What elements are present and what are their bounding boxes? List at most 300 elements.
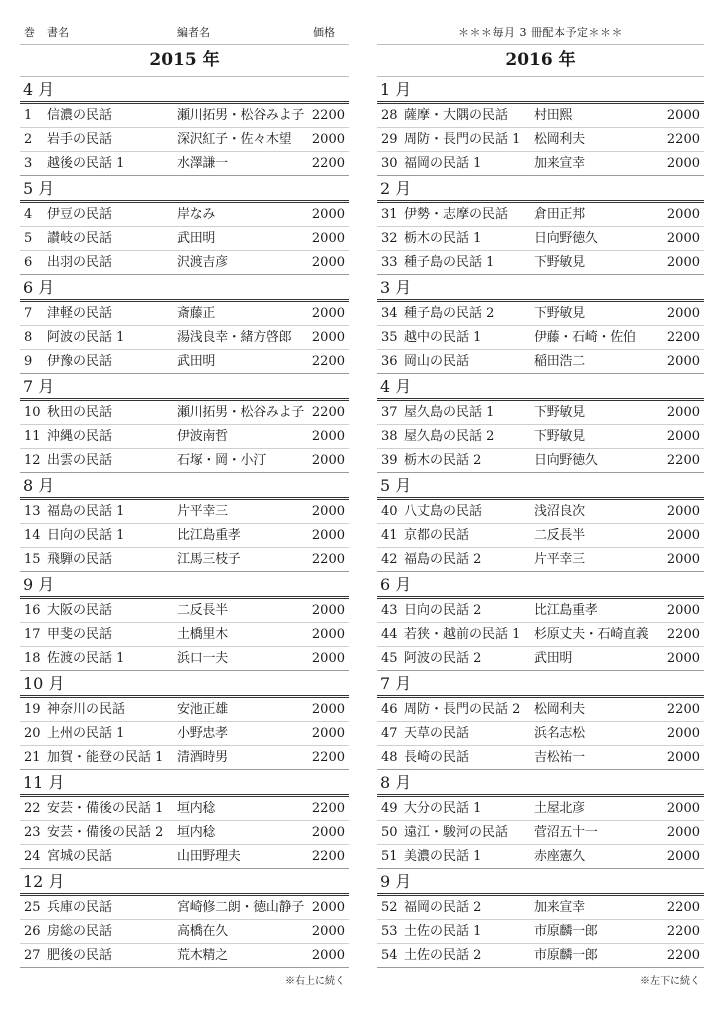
editor-name: 比江島重孝 (534, 603, 598, 618)
volume-number: 17 (24, 627, 41, 642)
editor-name: 片平幸三 (177, 504, 228, 519)
volume-number: 29 (381, 132, 398, 147)
table-row (20, 128, 349, 152)
volume-number: 16 (24, 603, 41, 618)
book-title: 讃岐の民話 (47, 231, 113, 246)
volume-number: 33 (381, 255, 398, 270)
editor-name: 日向野徳久 (534, 453, 598, 468)
book-title: 出雲の民話 (47, 453, 113, 468)
price-value: 2000 (311, 627, 345, 642)
month-heading: 6 月 (20, 275, 349, 302)
volume-number: 46 (381, 702, 398, 717)
editor-name: 加来宣幸 (534, 156, 585, 171)
table-row (20, 401, 349, 425)
editor-name: 沢渡吉彦 (177, 255, 228, 270)
month-section (377, 374, 704, 473)
editor-name: 石塚・岡・小汀 (177, 453, 266, 468)
book-title: 阿波の民話 2 (404, 651, 482, 666)
table-row (377, 302, 704, 326)
book-title: 種子島の民話 1 (404, 255, 495, 270)
volume-number: 1 (24, 108, 33, 123)
price-value: 2200 (666, 924, 700, 939)
editor-name: 杉原丈夫・石崎直義 (534, 627, 649, 642)
volume-number: 36 (381, 354, 398, 369)
book-title: 肥後の民話 (47, 948, 113, 963)
price-value: 2000 (311, 603, 345, 618)
editor-name: 比江島重孝 (177, 528, 241, 543)
volume-number: 40 (381, 504, 398, 519)
price-value: 2200 (311, 552, 345, 567)
price-value: 2000 (666, 849, 700, 864)
table-row (20, 152, 349, 176)
volume-number: 22 (24, 801, 41, 816)
book-title: 越後の民話 1 (47, 156, 125, 171)
volume-number: 3 (24, 156, 33, 171)
price-value: 2000 (311, 429, 345, 444)
table-row (377, 845, 704, 869)
table-row (20, 647, 349, 671)
month-heading: 4 月 (377, 374, 704, 401)
editor-name: 松岡利夫 (534, 132, 585, 147)
volume-number: 9 (24, 354, 33, 369)
price-value: 2000 (666, 354, 700, 369)
price-value: 2000 (311, 651, 345, 666)
book-title: 越中の民話 1 (404, 330, 482, 345)
price-value: 2000 (311, 504, 345, 519)
price-value: 2000 (311, 453, 345, 468)
volume-number: 27 (24, 948, 41, 963)
price-value: 2200 (666, 627, 700, 642)
volume-number: 14 (24, 528, 41, 543)
volume-number: 26 (24, 924, 41, 939)
price-value: 2000 (666, 156, 700, 171)
editor-name: 武田明 (177, 231, 216, 246)
header-vol: 巻 (24, 26, 35, 39)
price-value: 2000 (311, 132, 345, 147)
editor-name: 高橋在久 (177, 924, 228, 939)
schedule-note: ＊＊＊毎月 3 冊配本予定＊＊＊ (458, 26, 623, 39)
editor-name: 土屋北彦 (534, 801, 585, 816)
footnote-continued: ※左下に続く (640, 976, 700, 987)
book-title: 加賀・能登の民話 1 (47, 750, 164, 765)
volume-number: 6 (24, 255, 33, 270)
table-row (377, 722, 704, 746)
editor-name: 浜名志松 (534, 726, 585, 741)
price-value: 2000 (311, 255, 345, 270)
book-title: 日向の民話 1 (47, 528, 125, 543)
price-value: 2200 (311, 354, 345, 369)
table-row (377, 326, 704, 350)
table-row (20, 623, 349, 647)
book-title: 上州の民話 1 (47, 726, 125, 741)
book-title: 伊勢・志摩の民話 (404, 207, 509, 222)
book-title: 岩手の民話 (47, 132, 113, 147)
table-row (377, 920, 704, 944)
table-row (20, 920, 349, 944)
table-row (377, 647, 704, 671)
book-title: 若狭・越前の民話 1 (404, 627, 521, 642)
book-title: 屋久島の民話 1 (404, 405, 495, 420)
book-title: 日向の民話 2 (404, 603, 482, 618)
volume-number: 20 (24, 726, 41, 741)
editor-name: 安池正雄 (177, 702, 228, 717)
month-list-2015 (20, 77, 349, 968)
book-title: 福島の民話 1 (47, 504, 125, 519)
editor-name: 岸なみ (177, 207, 216, 222)
table-row (377, 896, 704, 920)
editor-name: 湯浅良幸・緒方啓郎 (177, 330, 292, 345)
footnote-continued: ※右上に続く (285, 976, 345, 987)
table-header (20, 22, 349, 44)
book-title: 佐渡の民話 1 (47, 651, 125, 666)
price-value: 2000 (311, 528, 345, 543)
month-list-2016 (377, 77, 704, 968)
table-row (377, 203, 704, 227)
volume-number: 45 (381, 651, 398, 666)
month-section (20, 374, 349, 473)
table-row (377, 251, 704, 275)
book-title: 沖縄の民話 (47, 429, 113, 444)
column-2015 (20, 22, 349, 987)
table-row (377, 821, 704, 845)
editor-name: 宮崎修二朗・徳山静子 (177, 900, 305, 915)
table-row (20, 797, 349, 821)
price-value: 2000 (311, 900, 345, 915)
table-row (377, 698, 704, 722)
table-row (377, 401, 704, 425)
table-row (377, 944, 704, 968)
month-heading: 9 月 (377, 869, 704, 896)
month-heading: 10 月 (20, 671, 349, 698)
month-section (377, 572, 704, 671)
month-section (20, 176, 349, 275)
editor-name: 伊波南哲 (177, 429, 228, 444)
editor-name: 武田明 (177, 354, 216, 369)
price-value: 2000 (666, 726, 700, 741)
table-row (20, 944, 349, 968)
price-value: 2000 (311, 330, 345, 345)
month-heading: 6 月 (377, 572, 704, 599)
price-value: 2000 (311, 702, 345, 717)
price-value: 2000 (666, 405, 700, 420)
editor-name: 武田明 (534, 651, 573, 666)
price-value: 2000 (666, 429, 700, 444)
table-row (20, 104, 349, 128)
table-row (377, 524, 704, 548)
month-section (20, 869, 349, 968)
month-section (377, 77, 704, 176)
editor-name: 下野敏見 (534, 405, 585, 420)
editor-name: 市原麟一郎 (534, 924, 598, 939)
month-heading: 7 月 (20, 374, 349, 401)
month-heading: 12 月 (20, 869, 349, 896)
price-value: 2200 (311, 801, 345, 816)
price-value: 2000 (311, 825, 345, 840)
month-heading: 8 月 (377, 770, 704, 797)
book-title: 京都の民話 (404, 528, 470, 543)
price-value: 2000 (311, 231, 345, 246)
table-row (20, 350, 349, 374)
book-title: 屋久島の民話 2 (404, 429, 495, 444)
price-value: 2200 (311, 849, 345, 864)
price-value: 2000 (666, 528, 700, 543)
table-row (20, 698, 349, 722)
editor-name: 垣内稔 (177, 801, 216, 816)
volume-number: 52 (381, 900, 398, 915)
table-row (20, 599, 349, 623)
volume-number: 11 (24, 429, 41, 444)
price-value: 2200 (311, 405, 345, 420)
table-row (20, 500, 349, 524)
book-title: 八丈島の民話 (404, 504, 483, 519)
year-heading-2016: 2016 年 (377, 44, 704, 77)
table-row (20, 722, 349, 746)
volume-number: 47 (381, 726, 398, 741)
volume-number: 38 (381, 429, 398, 444)
editor-name: 赤座憲久 (534, 849, 585, 864)
table-row (377, 623, 704, 647)
volume-number: 5 (24, 231, 33, 246)
price-value: 2000 (311, 306, 345, 321)
book-title: 大分の民話 1 (404, 801, 482, 816)
price-value: 2200 (311, 108, 345, 123)
table-row (377, 227, 704, 251)
book-title: 飛騨の民話 (47, 552, 113, 567)
book-title: 房総の民話 (47, 924, 113, 939)
editor-name: 吉松祐一 (534, 750, 585, 765)
volume-number: 25 (24, 900, 41, 915)
price-value: 2000 (666, 801, 700, 816)
price-value: 2000 (666, 255, 700, 270)
month-section (20, 572, 349, 671)
price-value: 2000 (311, 924, 345, 939)
price-value: 2000 (666, 207, 700, 222)
volume-number: 35 (381, 330, 398, 345)
price-value: 2200 (311, 750, 345, 765)
editor-name: 斎藤正 (177, 306, 216, 321)
table-row (20, 326, 349, 350)
volume-number: 24 (24, 849, 41, 864)
month-section (377, 869, 704, 968)
month-heading: 8 月 (20, 473, 349, 500)
editor-name: 菅沼五十一 (534, 825, 598, 840)
editor-name: 倉田正邦 (534, 207, 585, 222)
table-row (377, 425, 704, 449)
volume-number: 53 (381, 924, 398, 939)
month-section (20, 770, 349, 869)
editor-name: 下野敏見 (534, 306, 585, 321)
volume-number: 12 (24, 453, 41, 468)
month-section (20, 77, 349, 176)
editor-name: 土橋里木 (177, 627, 228, 642)
table-row (20, 227, 349, 251)
table-row (20, 302, 349, 326)
table-row (377, 548, 704, 572)
editor-name: 浜口一夫 (177, 651, 228, 666)
book-title: 周防・長門の民話 2 (404, 702, 521, 717)
book-title: 薩摩・大隅の民話 (404, 108, 509, 123)
volume-number: 30 (381, 156, 398, 171)
price-value: 2000 (311, 726, 345, 741)
volume-number: 43 (381, 603, 398, 618)
book-title: 種子島の民話 2 (404, 306, 495, 321)
editor-name: 日向野徳久 (534, 231, 598, 246)
price-value: 2000 (666, 231, 700, 246)
price-value: 2000 (666, 651, 700, 666)
volume-number: 32 (381, 231, 398, 246)
book-title: 福岡の民話 1 (404, 156, 482, 171)
editor-name: 江馬三枝子 (177, 552, 241, 567)
book-title: 宮城の民話 (47, 849, 113, 864)
book-title: 信濃の民話 (47, 108, 113, 123)
schedule-note-header (377, 22, 704, 44)
book-title: 伊豫の民話 (47, 354, 113, 369)
price-value: 2000 (666, 108, 700, 123)
editor-name: 二反長半 (177, 603, 228, 618)
table-row (20, 524, 349, 548)
book-title: 周防・長門の民話 1 (404, 132, 521, 147)
volume-number: 34 (381, 306, 398, 321)
header-author: 編者名 (177, 26, 210, 39)
book-title: 大阪の民話 (47, 603, 113, 618)
price-value: 2200 (666, 900, 700, 915)
book-title: 阿波の民話 1 (47, 330, 125, 345)
table-row (377, 599, 704, 623)
editor-name: 伊藤・石崎・佐伯 (534, 330, 636, 345)
volume-number: 54 (381, 948, 398, 963)
book-title: 福岡の民話 2 (404, 900, 482, 915)
price-value: 2000 (311, 207, 345, 222)
volume-number: 13 (24, 504, 41, 519)
volume-number: 39 (381, 453, 398, 468)
book-title: 土佐の民話 2 (404, 948, 482, 963)
price-value: 2200 (666, 702, 700, 717)
volume-number: 19 (24, 702, 41, 717)
volume-number: 44 (381, 627, 398, 642)
table-row (377, 350, 704, 374)
volume-number: 4 (24, 207, 33, 222)
book-title: 伊豆の民話 (47, 207, 113, 222)
table-row (377, 500, 704, 524)
table-row (20, 251, 349, 275)
price-value: 2200 (666, 132, 700, 147)
month-section (20, 473, 349, 572)
volume-number: 15 (24, 552, 41, 567)
editor-name: 山田野理夫 (177, 849, 241, 864)
table-row (377, 104, 704, 128)
month-heading: 2 月 (377, 176, 704, 203)
table-row (20, 896, 349, 920)
column-2016 (377, 22, 704, 987)
month-heading: 7 月 (377, 671, 704, 698)
editor-name: 片平幸三 (534, 552, 585, 567)
table-row (377, 746, 704, 770)
price-value: 2000 (311, 948, 345, 963)
volume-number: 10 (24, 405, 41, 420)
book-title: 津軽の民話 (47, 306, 113, 321)
volume-number: 8 (24, 330, 33, 345)
table-row (377, 128, 704, 152)
table-row (20, 449, 349, 473)
table-row (20, 203, 349, 227)
month-heading: 4 月 (20, 77, 349, 104)
table-row (20, 425, 349, 449)
volume-number: 2 (24, 132, 33, 147)
volume-number: 18 (24, 651, 41, 666)
book-title: 神奈川の民話 (47, 702, 126, 717)
volume-number: 48 (381, 750, 398, 765)
editor-name: 下野敏見 (534, 429, 585, 444)
editor-name: 浅沼良次 (534, 504, 585, 519)
month-heading: 5 月 (377, 473, 704, 500)
volume-number: 37 (381, 405, 398, 420)
editor-name: 二反長半 (534, 528, 585, 543)
editor-name: 瀬川拓男・松谷みよ子 (177, 405, 305, 420)
book-title: 天草の民話 (404, 726, 470, 741)
month-section (377, 671, 704, 770)
price-value: 2200 (666, 453, 700, 468)
table-row (20, 746, 349, 770)
month-section (377, 176, 704, 275)
volume-number: 42 (381, 552, 398, 567)
price-value: 2000 (666, 552, 700, 567)
table-row (20, 548, 349, 572)
month-heading: 11 月 (20, 770, 349, 797)
editor-name: 小野忠孝 (177, 726, 228, 741)
price-value: 2000 (666, 750, 700, 765)
book-title: 福島の民話 2 (404, 552, 482, 567)
price-value: 2200 (666, 948, 700, 963)
volume-number: 41 (381, 528, 398, 543)
table-row (377, 152, 704, 176)
price-value: 2000 (666, 306, 700, 321)
price-value: 2000 (666, 504, 700, 519)
book-title: 甲斐の民話 (47, 627, 113, 642)
table-row (20, 821, 349, 845)
editor-name: 稲田浩二 (534, 354, 585, 369)
editor-name: 垣内稔 (177, 825, 216, 840)
month-section (20, 275, 349, 374)
year-heading-2015: 2015 年 (20, 44, 349, 77)
month-heading: 9 月 (20, 572, 349, 599)
book-title: 岡山の民話 (404, 354, 470, 369)
volume-number: 21 (24, 750, 41, 765)
editor-name: 深沢紅子・佐々木望 (177, 132, 292, 147)
header-title: 書名 (47, 26, 69, 39)
editor-name: 瀬川拓男・松谷みよ子 (177, 108, 305, 123)
month-section (377, 275, 704, 374)
editor-name: 加来宣幸 (534, 900, 585, 915)
month-heading: 3 月 (377, 275, 704, 302)
price-value: 2000 (666, 603, 700, 618)
price-value: 2200 (311, 156, 345, 171)
book-title: 美濃の民話 1 (404, 849, 482, 864)
volume-number: 7 (24, 306, 33, 321)
month-section (377, 770, 704, 869)
volume-number: 28 (381, 108, 398, 123)
book-title: 遠江・駿河の民話 (404, 825, 509, 840)
price-value: 2200 (666, 330, 700, 345)
month-section (20, 671, 349, 770)
editor-name: 清酒時男 (177, 750, 228, 765)
editor-name: 村田熙 (534, 108, 573, 123)
price-value: 2000 (666, 825, 700, 840)
table-row (20, 845, 349, 869)
book-title: 栃木の民話 1 (404, 231, 482, 246)
book-title: 秋田の民話 (47, 405, 113, 420)
volume-number: 49 (381, 801, 398, 816)
book-title: 安芸・備後の民話 1 (47, 801, 164, 816)
